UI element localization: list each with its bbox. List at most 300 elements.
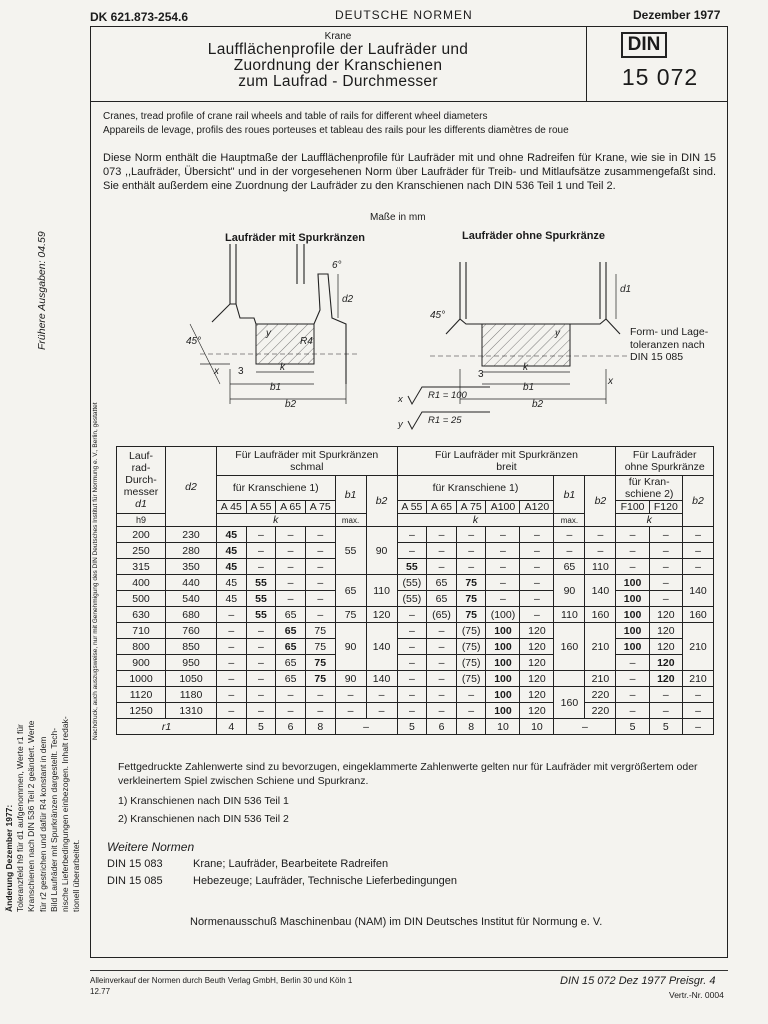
- cell-k-breit: –: [486, 591, 520, 607]
- cell-d2: 350: [166, 559, 217, 575]
- header-wheel-diameter: [117, 447, 166, 514]
- header-text: d1: [135, 498, 147, 510]
- footer-publisher: Alleinverkauf der Normen durch Beuth Verlag GmbH, Berlin 30 und Köln 1: [90, 976, 353, 985]
- cell-b2-breit: 220: [585, 687, 616, 703]
- header-text: ohne Spurkränze: [624, 461, 705, 473]
- cell-b1-schmal: 75: [335, 607, 366, 623]
- header-text: schiene 2): [624, 488, 674, 500]
- cell-k-ohne: 100: [616, 623, 649, 639]
- header-text: schmal: [290, 461, 324, 473]
- header-breit: [397, 447, 616, 476]
- cell-k-ohne: –: [649, 543, 682, 559]
- header-rail-schmal: für Kranschiene 1): [217, 476, 336, 501]
- cell-r1: –: [335, 719, 397, 735]
- cell-r1: 5: [649, 719, 682, 735]
- cell-d1: 800: [117, 639, 166, 655]
- cell-k-breit: 75: [456, 591, 486, 607]
- cell-b2-breit: –: [585, 527, 616, 543]
- cell-k-ohne: –: [649, 687, 682, 703]
- label-angle-45-left: 45°: [186, 336, 202, 347]
- cell-d1: 900: [117, 655, 166, 671]
- cell-k-breit: 65: [427, 575, 457, 591]
- reference-din-15085: [107, 875, 457, 887]
- label-3-left: 3: [238, 366, 244, 377]
- cell-k-breit: 120: [520, 703, 554, 719]
- cell-b1-breit: 65: [554, 559, 585, 575]
- cell-d1: 500: [117, 591, 166, 607]
- cell-k-breit: –: [520, 559, 554, 575]
- cell-k-schmal: –: [246, 527, 276, 543]
- cell-b2-ohne: –: [683, 527, 714, 543]
- cell-k-breit: (75): [456, 639, 486, 655]
- cell-k-breit: (55): [397, 591, 427, 607]
- cell-k-schmal: 65: [276, 639, 306, 655]
- header-text: Für Laufräder: [632, 449, 697, 461]
- cell-b1-breit: 90: [554, 575, 585, 607]
- table-row: [117, 639, 714, 655]
- cell-b2-schmal: 90: [366, 527, 397, 575]
- rail-header-ohne: F100: [616, 501, 649, 514]
- cell-k-schmal: –: [276, 575, 306, 591]
- rail-header-schmal: A 75: [305, 501, 335, 514]
- cell-k-breit: 65: [427, 591, 457, 607]
- cell-k-breit: –: [427, 655, 457, 671]
- units-note: Maße in mm: [370, 212, 426, 223]
- header-b2: b2: [366, 476, 397, 527]
- table-row: [117, 559, 714, 575]
- cell-k-ohne: –: [649, 703, 682, 719]
- footer-vertr: Vertr.-Nr. 0004: [669, 990, 724, 1000]
- cell-r1: 8: [305, 719, 335, 735]
- cell-k-schmal: 65: [276, 655, 306, 671]
- figure-title-without-flange: Laufräder ohne Spurkränze: [462, 230, 606, 242]
- cell-b1-schmal: 90: [335, 671, 366, 687]
- cell-k-breit: –: [427, 671, 457, 687]
- cell-k-schmal: –: [305, 575, 335, 591]
- cell-k-breit: 100: [486, 639, 520, 655]
- header-text: Für Laufräder mit Spurkränzen: [435, 449, 578, 461]
- cell-r1: 4: [217, 719, 247, 735]
- cell-d2: 280: [166, 543, 217, 559]
- header-rail-breit: für Kranschiene 1): [397, 476, 554, 501]
- rail-header-schmal: A 45: [217, 501, 247, 514]
- cell-k-breit: –: [456, 559, 486, 575]
- cell-k-breit: 55: [397, 559, 427, 575]
- cell-k-schmal: 55: [246, 591, 276, 607]
- cell-k-ohne: –: [649, 591, 682, 607]
- cell-d2: 1310: [166, 703, 217, 719]
- cell-b2-breit: 210: [585, 623, 616, 671]
- cell-k-schmal: –: [276, 591, 306, 607]
- table-row: [117, 687, 714, 703]
- title-category: Krane: [324, 31, 352, 42]
- cell-b1-breit: 160: [554, 687, 585, 719]
- table-row: [117, 591, 714, 607]
- cell-r1: –: [683, 719, 714, 735]
- header-text: für Kran-: [628, 476, 670, 488]
- cell-k-breit: 120: [520, 671, 554, 687]
- cell-k-schmal: 65: [276, 671, 306, 687]
- cell-k-breit: –: [456, 527, 486, 543]
- cell-k-breit: –: [486, 575, 520, 591]
- cell-k-breit: 100: [486, 687, 520, 703]
- cell-k-schmal: 45: [217, 527, 247, 543]
- din-logo: DIN: [621, 32, 667, 58]
- cell-b1-breit: –: [554, 527, 585, 543]
- cell-k-breit: (75): [456, 655, 486, 671]
- cell-k-breit: –: [427, 543, 457, 559]
- cell-b2-breit: 140: [585, 575, 616, 607]
- cell-d1: 315: [117, 559, 166, 575]
- cell-d1: 200: [117, 527, 166, 543]
- cell-k-breit: –: [456, 543, 486, 559]
- header-text: Durch-: [125, 474, 157, 486]
- committee-note: Normenausschuß Maschinenbau (NAM) im DIN Deutsches Institut für Normung e. V.: [190, 916, 603, 928]
- tolerance-line: Form- und Lage-: [630, 326, 709, 338]
- ref-text: Hebezeuge; Laufräder, Technische Lieferbedingungen: [193, 875, 457, 887]
- cell-k-breit: –: [397, 703, 427, 719]
- label-d1: d1: [620, 284, 632, 295]
- label-b2-right: b2: [532, 399, 544, 410]
- footer-din-ref: DIN 15 072 Dez 1977 Preisgr. 4: [560, 975, 716, 987]
- cell-k-schmal: –: [276, 687, 306, 703]
- header-text: Für Laufräder mit Spurkränzen: [235, 449, 379, 461]
- header-schmal: [217, 447, 398, 476]
- cell-k-schmal: –: [246, 671, 276, 687]
- label-k-right: k: [523, 362, 528, 373]
- change-line: nische Lieferbedingungen einbezogen. Inhalt redak-: [60, 716, 71, 912]
- change-line: Toleranzfeld h9 für d1 aufgenommen, Werte r1 für: [15, 724, 26, 912]
- cell-b2-schmal: 140: [366, 671, 397, 687]
- cell-k-breit: –: [486, 527, 520, 543]
- cell-k-schmal: –: [276, 559, 306, 575]
- surface-r1-25: R1 = 25: [428, 415, 462, 426]
- header-d2: d2: [166, 447, 217, 527]
- cell-b2-ohne: 210: [683, 671, 714, 687]
- cell-k-ohne: –: [616, 543, 649, 559]
- cell-k-breit: (100): [486, 607, 520, 623]
- table-row: [117, 655, 714, 671]
- cell-k-breit: (65): [427, 607, 457, 623]
- bold-values-note: Fettgedruckte Zahlenwerte sind zu bevorzugen, eingeklammerte Zahlenwerte gelten nur für Laufräder mit vergrößertem oder verkleinertem Spiel zwischen Schiene und Spurkranz.: [118, 761, 698, 787]
- label-k-left: k: [280, 362, 285, 373]
- cell-k-breit: (75): [456, 671, 486, 687]
- cell-k-ohne: 120: [649, 623, 682, 639]
- label-d2: d2: [342, 294, 354, 305]
- header-k-schmal: k: [217, 514, 336, 527]
- svg-text:y: y: [398, 419, 403, 430]
- cell-k-schmal: –: [217, 607, 247, 623]
- cell-r1: 5: [616, 719, 649, 735]
- cell-b2-breit: 110: [585, 559, 616, 575]
- table-row: [117, 671, 714, 687]
- table-row: [117, 543, 714, 559]
- cell-b2-ohne: –: [683, 687, 714, 703]
- header-b1: b1: [335, 476, 366, 514]
- cell-k-ohne: –: [616, 655, 649, 671]
- cell-d1: 400: [117, 575, 166, 591]
- cell-k-breit: –: [427, 559, 457, 575]
- cell-b2-schmal: 120: [366, 607, 397, 623]
- issue-date: Dezember 1977: [633, 8, 721, 22]
- cell-d2: 850: [166, 639, 217, 655]
- cell-k-schmal: 65: [276, 623, 306, 639]
- table-row: [117, 607, 714, 623]
- cell-k-breit: –: [427, 639, 457, 655]
- table-row: [117, 623, 714, 639]
- cell-k-breit: –: [456, 687, 486, 703]
- cell-r1: –: [554, 719, 616, 735]
- cell-k-ohne: –: [616, 559, 649, 575]
- cell-b2-ohne: 140: [683, 575, 714, 607]
- cell-b2-ohne: –: [683, 543, 714, 559]
- change-line: für r2 gestrichen und dafür R4 konstant in dem: [37, 736, 48, 912]
- cell-k-breit: –: [397, 671, 427, 687]
- cell-b2-ohne: –: [683, 703, 714, 719]
- cell-k-ohne: –: [649, 527, 682, 543]
- header-text: breit: [496, 461, 517, 473]
- tolerance-line: toleranzen nach: [630, 338, 705, 351]
- cell-k-schmal: 75: [305, 623, 335, 639]
- cell-b2-breit: 220: [585, 703, 616, 719]
- cell-k-schmal: –: [246, 655, 276, 671]
- cell-k-schmal: 45: [217, 543, 247, 559]
- cell-r1: 5: [246, 719, 276, 735]
- cell-k-schmal: –: [217, 687, 247, 703]
- earlier-editions: Frühere Ausgaben: 04.59: [36, 231, 48, 350]
- cell-k-breit: –: [427, 527, 457, 543]
- cell-b2-schmal: 140: [366, 623, 397, 671]
- cell-b2-schmal: –: [366, 687, 397, 703]
- cell-k-ohne: –: [649, 575, 682, 591]
- cell-k-schmal: –: [305, 703, 335, 719]
- label-b1-right: b1: [523, 382, 535, 393]
- reference-din-15083: [107, 858, 388, 870]
- header-text: rad-: [131, 462, 151, 474]
- cell-k-schmal: –: [246, 559, 276, 575]
- title-line: zum Laufrad - Durchmesser: [238, 73, 438, 90]
- cell-k-schmal: –: [246, 639, 276, 655]
- cell-d2: 1180: [166, 687, 217, 703]
- cell-k-schmal: 45: [217, 575, 247, 591]
- cell-r1: 10: [486, 719, 520, 735]
- cell-k-schmal: –: [305, 559, 335, 575]
- cell-b1-schmal: 90: [335, 623, 366, 671]
- cell-k-schmal: 45: [217, 559, 247, 575]
- cell-k-breit: –: [427, 687, 457, 703]
- header-text: Lauf-: [129, 450, 153, 462]
- cell-d1: 1120: [117, 687, 166, 703]
- title-line: Zuordnung der Kranschienen: [233, 57, 443, 74]
- cell-k-breit: –: [427, 703, 457, 719]
- cell-k-schmal: –: [217, 671, 247, 687]
- table-notes: [118, 760, 718, 826]
- header-b2-ohne: b2: [683, 476, 714, 527]
- cell-k-schmal: –: [276, 527, 306, 543]
- header-k-breit: k: [397, 514, 554, 527]
- copyright-note: Nachdruck, auch auszugsweise, nur mit Genehmigung des DIN Deutsches Institut für Normung e. V., Berlin, gestattet: [92, 402, 99, 740]
- cell-k-breit: 75: [456, 607, 486, 623]
- label-x-left: x: [214, 366, 219, 377]
- cell-k-breit: 120: [520, 639, 554, 655]
- cell-k-ohne: –: [649, 559, 682, 575]
- cell-k-schmal: –: [305, 607, 335, 623]
- cell-r1: 5: [397, 719, 427, 735]
- ref-number: DIN 15 083: [107, 858, 163, 870]
- cell-b2-ohne: 210: [683, 623, 714, 671]
- cell-k-ohne: –: [616, 703, 649, 719]
- cell-b1-breit: 110: [554, 607, 585, 623]
- cell-k-schmal: –: [217, 655, 247, 671]
- title-line: Laufflächenprofile der Laufräder und: [207, 41, 469, 58]
- cell-d2: 540: [166, 591, 217, 607]
- cell-k-breit: 75: [456, 575, 486, 591]
- header-ohne: [616, 447, 714, 476]
- cell-d2: 230: [166, 527, 217, 543]
- cell-b1-schmal: –: [335, 687, 366, 703]
- table-row: [117, 575, 714, 591]
- title-divider: [586, 26, 587, 102]
- cell-k-breit: 100: [486, 671, 520, 687]
- cell-k-breit: –: [486, 559, 520, 575]
- cell-k-schmal: 75: [305, 639, 335, 655]
- series-name: DEUTSCHE NORMEN: [335, 8, 473, 22]
- header-b1-breit: b1: [554, 476, 585, 514]
- header-rail-ohne: [616, 476, 683, 501]
- cell-k-breit: –: [397, 527, 427, 543]
- cell-r1: 6: [276, 719, 306, 735]
- cell-k-schmal: 75: [305, 655, 335, 671]
- dk-number: DK 621.873-254.6: [90, 10, 189, 24]
- cell-k-ohne: 100: [616, 575, 649, 591]
- label-x-right: x: [608, 376, 613, 387]
- cell-d1: 1000: [117, 671, 166, 687]
- subtitle-english: Cranes, tread profile of crane rail wheels and table of rails for different wheel diameters: [103, 111, 488, 122]
- change-title: Änderung Dezember 1977:: [4, 804, 14, 912]
- header-text: messer: [123, 486, 159, 498]
- footer-code: 12.77: [90, 987, 111, 996]
- cell-k-breit: 120: [520, 687, 554, 703]
- rail-header-breit: A120: [520, 501, 554, 514]
- change-note: [4, 716, 82, 912]
- cell-k-breit: 120: [520, 623, 554, 639]
- label-r4: R4: [300, 336, 313, 347]
- cell-b1-breit: –: [554, 543, 585, 559]
- cell-k-schmal: 65: [276, 607, 306, 623]
- cell-k-breit: 120: [520, 655, 554, 671]
- cell-k-ohne: 100: [616, 591, 649, 607]
- profile-drawing: [160, 244, 630, 444]
- rail-header-schmal: A 55: [246, 501, 276, 514]
- table-row: [117, 703, 714, 719]
- cell-k-schmal: –: [305, 591, 335, 607]
- cell-k-ohne: 120: [649, 639, 682, 655]
- tolerance-note: [630, 326, 708, 364]
- change-line: Bild Laufräder mit Spurkränzen dargestellt. Tech-: [48, 727, 59, 912]
- cell-b2-breit: 160: [585, 607, 616, 623]
- label-b2-left: b2: [285, 399, 297, 410]
- cell-r1: 8: [456, 719, 486, 735]
- cell-k-schmal: –: [246, 703, 276, 719]
- cell-r1: 10: [520, 719, 554, 735]
- label-angle-45-right: 45°: [430, 310, 446, 321]
- label-3-right: 3: [478, 369, 484, 380]
- cell-k-ohne: –: [616, 687, 649, 703]
- din-number: 15 072: [621, 64, 699, 90]
- cell-k-breit: –: [397, 639, 427, 655]
- cell-k-breit: –: [520, 607, 554, 623]
- cell-k-breit: –: [397, 623, 427, 639]
- label-b1-left: b1: [270, 382, 282, 393]
- intro-paragraph: Diese Norm enthält die Hauptmaße der Laufflächenprofile für Laufräder mit und ohne Radreifen für Krane, wie sie in DIN 15 073 ,,Laufräder, Übersicht" und in der vorgesehenen Norm über Laufräder für Treib- und Mitlaufsätze zusammengefaßt sind. Sie enthält außerdem eine Zuordnung der Laufräder zu den Kranschienen nach DIN 536 Teil 1 und Teil 2.: [103, 152, 716, 192]
- cell-b1-breit: [554, 671, 585, 687]
- header-max-breit: max.: [554, 514, 585, 527]
- cell-d1: 1250: [117, 703, 166, 719]
- label-angle-6: 6°: [332, 260, 342, 271]
- rail-header-breit: A100: [486, 501, 520, 514]
- cell-k-breit: –: [520, 527, 554, 543]
- further-standards-title: Weitere Normen: [107, 840, 195, 854]
- footer-separator: [90, 970, 728, 971]
- cell-b1-schmal: 55: [335, 527, 366, 575]
- cell-k-ohne: 100: [616, 639, 649, 655]
- cell-d2: 950: [166, 655, 217, 671]
- cell-b2-breit: 210: [585, 671, 616, 687]
- cell-k-schmal: 45: [217, 591, 247, 607]
- cell-k-breit: 100: [486, 655, 520, 671]
- cell-k-schmal: 55: [246, 607, 276, 623]
- cell-k-schmal: –: [246, 543, 276, 559]
- change-line: tionell überarbeitet.: [71, 839, 82, 912]
- cell-d2: 440: [166, 575, 217, 591]
- cell-d1: 710: [117, 623, 166, 639]
- cell-b1-schmal: –: [335, 703, 366, 719]
- cell-k-breit: –: [427, 623, 457, 639]
- header-k-ohne: k: [616, 514, 683, 527]
- cell-k-breit: –: [520, 591, 554, 607]
- cell-k-schmal: –: [246, 687, 276, 703]
- rail-header-breit: A 65: [427, 501, 457, 514]
- cell-k-schmal: –: [305, 687, 335, 703]
- cell-k-schmal: –: [276, 703, 306, 719]
- surface-r1-100: R1 = 100: [428, 390, 467, 401]
- cell-k-schmal: –: [217, 639, 247, 655]
- rail-header-ohne: F120: [649, 501, 682, 514]
- change-line: Kranschienen nach DIN 536 Teil 2 geändert. Werte: [26, 720, 37, 912]
- cell-k-schmal: –: [217, 623, 247, 639]
- cell-k-breit: (55): [397, 575, 427, 591]
- cell-d1: 630: [117, 607, 166, 623]
- cell-k-breit: 100: [486, 623, 520, 639]
- rail-header-schmal: A 65: [276, 501, 306, 514]
- cell-b2-ohne: 160: [683, 607, 714, 623]
- cell-k-ohne: –: [616, 671, 649, 687]
- cell-k-schmal: –: [246, 623, 276, 639]
- document-title: [96, 42, 580, 90]
- cell-k-breit: –: [456, 703, 486, 719]
- cell-b2-breit: –: [585, 543, 616, 559]
- cell-r1-label: r1: [117, 719, 217, 735]
- cell-d2: 1050: [166, 671, 217, 687]
- header-b2-breit: b2: [585, 476, 616, 527]
- cell-k-breit: (75): [456, 623, 486, 639]
- cell-d2: 680: [166, 607, 217, 623]
- cell-k-schmal: –: [217, 703, 247, 719]
- figure-title-with-flange: Laufräder mit Spurkränzen: [225, 232, 365, 244]
- header-h9: h9: [117, 514, 166, 527]
- cell-d1: 250: [117, 543, 166, 559]
- cell-k-breit: –: [397, 655, 427, 671]
